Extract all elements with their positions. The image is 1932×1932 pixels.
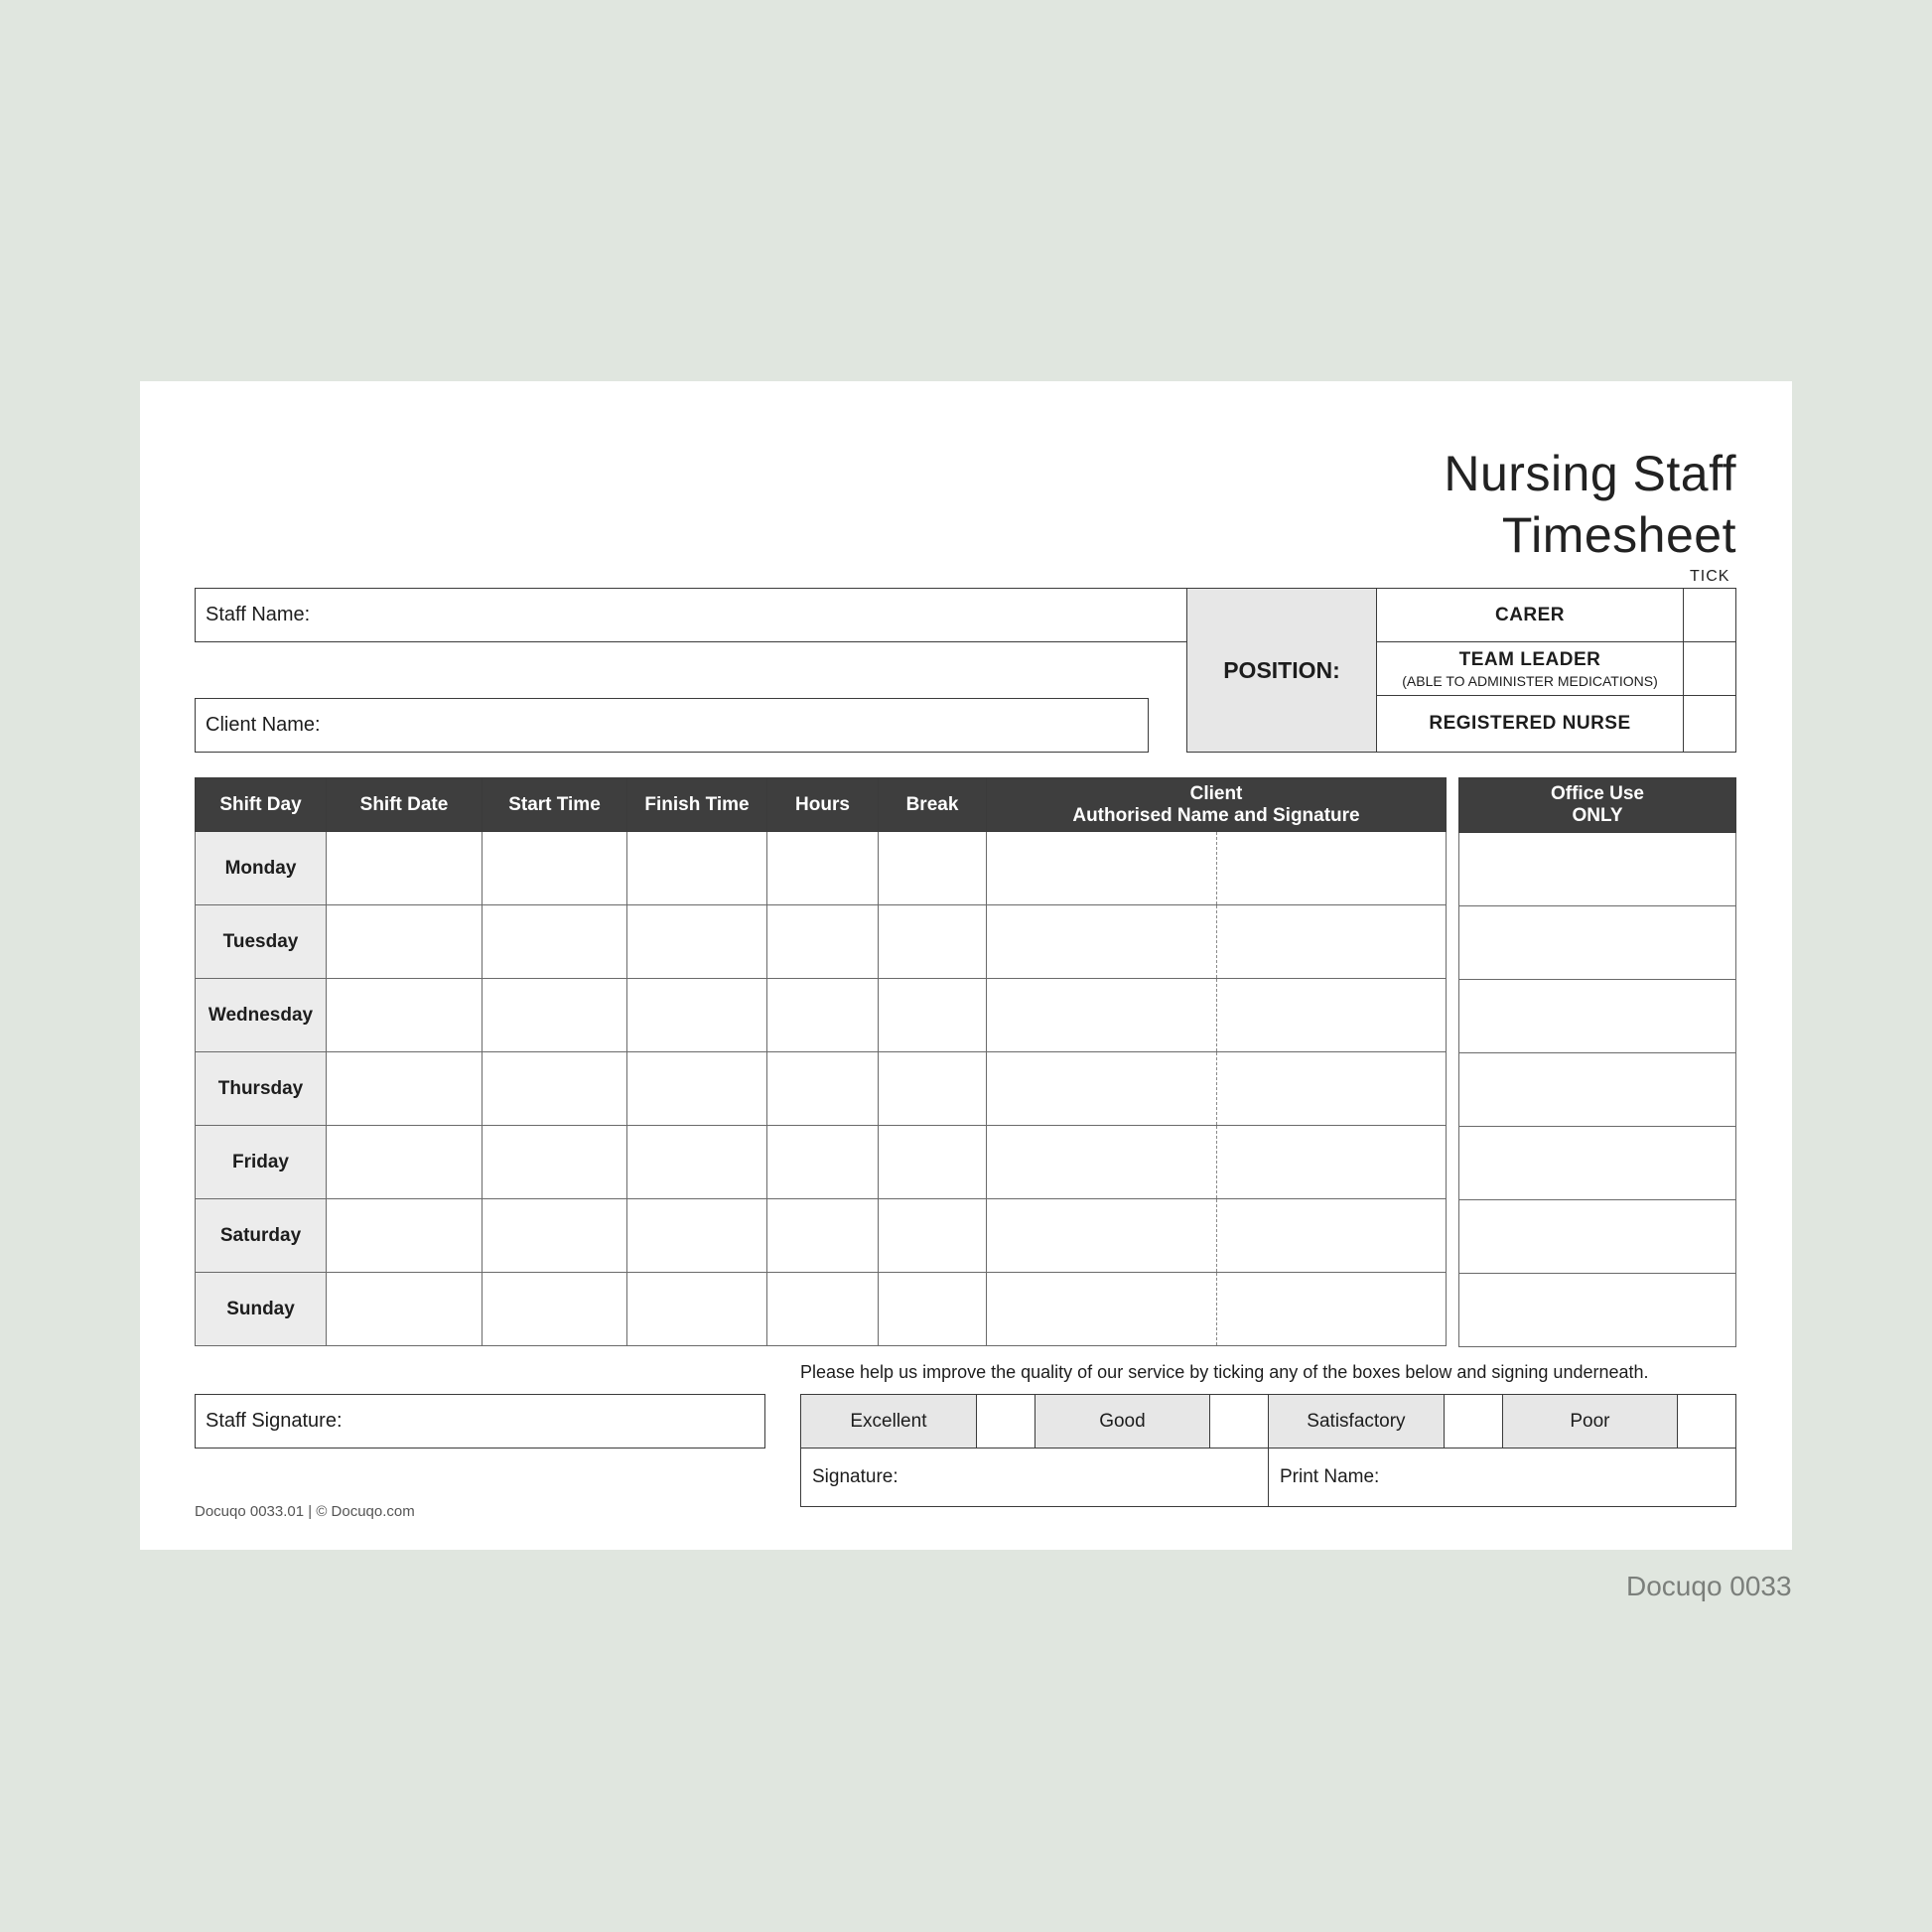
day-cell: Sunday xyxy=(196,1273,327,1346)
header-shift-day: Shift Day xyxy=(196,778,327,832)
tick-box-team-leader[interactable] xyxy=(1683,642,1735,696)
hours-cell[interactable] xyxy=(767,979,879,1052)
finish-time-cell[interactable] xyxy=(627,1273,767,1346)
finish-time-cell[interactable] xyxy=(627,905,767,979)
client-name-field[interactable] xyxy=(195,698,1149,753)
day-cell: Saturday xyxy=(196,1199,327,1273)
finish-time-cell[interactable] xyxy=(627,1052,767,1126)
start-time-cell[interactable] xyxy=(483,1126,627,1199)
position-label: POSITION: xyxy=(1187,589,1377,752)
shift-table xyxy=(195,777,1447,1346)
rating-excellent-tick-box[interactable] xyxy=(977,1395,1035,1448)
client-name-cell[interactable] xyxy=(987,1052,1217,1126)
office-use-header-line-1: Office Use xyxy=(1551,783,1644,804)
break-cell[interactable] xyxy=(879,1199,987,1273)
client-signature-label: Signature: xyxy=(812,1465,898,1487)
print-name-label: Print Name: xyxy=(1280,1465,1380,1487)
client-name-cell[interactable] xyxy=(987,1273,1217,1346)
client-signature-cell[interactable] xyxy=(1217,1126,1447,1199)
template-code: Docuqo 0033 xyxy=(1626,1571,1792,1601)
table-row-saturday xyxy=(196,1199,1447,1273)
client-signature-cell[interactable] xyxy=(1217,832,1447,905)
position-team-leader xyxy=(1377,642,1683,696)
hours-cell[interactable] xyxy=(767,905,879,979)
header-hours: Hours xyxy=(767,778,879,832)
shift-date-cell[interactable] xyxy=(327,1273,483,1346)
office-use-row xyxy=(1459,833,1736,906)
client-signature-cell[interactable] xyxy=(1217,1052,1447,1126)
day-cell: Thursday xyxy=(196,1052,327,1126)
shift-date-cell[interactable] xyxy=(327,1199,483,1273)
finish-time-cell[interactable] xyxy=(627,1199,767,1273)
start-time-cell[interactable] xyxy=(483,1273,627,1346)
break-cell[interactable] xyxy=(879,832,987,905)
staff-signature-label: Staff Signature: xyxy=(206,1410,343,1432)
position-team-leader-note: (ABLE TO ADMINISTER MEDICATIONS) xyxy=(1402,672,1658,689)
office-use-row xyxy=(1459,1200,1736,1274)
office-use-row xyxy=(1459,980,1736,1053)
start-time-cell[interactable] xyxy=(483,979,627,1052)
hours-cell[interactable] xyxy=(767,832,879,905)
rating-satisfactory-label: Satisfactory xyxy=(1269,1395,1445,1448)
hours-cell[interactable] xyxy=(767,1199,879,1273)
finish-time-cell[interactable] xyxy=(627,832,767,905)
office-use-header-line-2: ONLY xyxy=(1572,805,1623,826)
position-team-leader-label: TEAM LEADER xyxy=(1458,648,1601,670)
day-cell: Wednesday xyxy=(196,979,327,1052)
office-use-cell[interactable] xyxy=(1459,833,1736,906)
day-cell: Friday xyxy=(196,1126,327,1199)
table-row-tuesday xyxy=(196,905,1447,979)
start-time-cell[interactable] xyxy=(483,832,627,905)
break-cell[interactable] xyxy=(879,1273,987,1346)
table-row-sunday xyxy=(196,1273,1447,1346)
timesheet-sheet xyxy=(140,381,1792,1550)
title-line-1: Nursing Staff xyxy=(1444,446,1736,501)
office-use-table xyxy=(1458,777,1736,1347)
client-name-cell[interactable] xyxy=(987,832,1217,905)
client-signature-cell[interactable] xyxy=(1217,979,1447,1052)
rating-satisfactory-tick-box[interactable] xyxy=(1445,1395,1503,1448)
break-cell[interactable] xyxy=(879,979,987,1052)
office-use-header xyxy=(1459,778,1736,833)
position-block xyxy=(1186,588,1736,753)
client-signature-cell[interactable] xyxy=(1217,1199,1447,1273)
day-cell: Tuesday xyxy=(196,905,327,979)
client-signature-field[interactable] xyxy=(801,1448,1269,1506)
position-registered-nurse xyxy=(1377,696,1683,752)
header-finish-time: Finish Time xyxy=(627,778,767,832)
start-time-cell[interactable] xyxy=(483,1199,627,1273)
rating-excellent-label: Excellent xyxy=(801,1395,977,1448)
day-cell: Monday xyxy=(196,832,327,905)
staff-signature-field[interactable] xyxy=(195,1394,765,1449)
shift-date-cell[interactable] xyxy=(327,1052,483,1126)
rating-poor-label: Poor xyxy=(1503,1395,1679,1448)
tick-column-label: TICK xyxy=(1690,568,1730,585)
table-row-thursday xyxy=(196,1052,1447,1126)
client-name-cell[interactable] xyxy=(987,1126,1217,1199)
break-cell[interactable] xyxy=(879,1126,987,1199)
position-carer-label: CARER xyxy=(1494,604,1566,625)
document-footer-id: Docuqo 0033.01 | © Docuqo.com xyxy=(195,1503,415,1520)
client-feedback-signature-row xyxy=(800,1448,1736,1507)
office-use-cell[interactable] xyxy=(1459,1274,1736,1347)
staff-name-field[interactable] xyxy=(195,588,1187,642)
shift-table-header-row xyxy=(196,778,1447,832)
client-signature-cell[interactable] xyxy=(1217,1273,1447,1346)
document-title xyxy=(1444,443,1736,566)
client-name-cell[interactable] xyxy=(987,905,1217,979)
office-use-row xyxy=(1459,1274,1736,1347)
header-break: Break xyxy=(879,778,987,832)
office-use-row xyxy=(1459,1127,1736,1200)
header-start-time: Start Time xyxy=(483,778,627,832)
client-signature-cell[interactable] xyxy=(1217,905,1447,979)
print-name-field[interactable] xyxy=(1269,1448,1735,1506)
hours-cell[interactable] xyxy=(767,1273,879,1346)
table-row-wednesday xyxy=(196,979,1447,1052)
table-row-friday xyxy=(196,1126,1447,1199)
tick-box-carer[interactable] xyxy=(1683,589,1735,642)
finish-time-cell[interactable] xyxy=(627,1126,767,1199)
start-time-cell[interactable] xyxy=(483,905,627,979)
start-time-cell[interactable] xyxy=(483,1052,627,1126)
rating-good-label: Good xyxy=(1035,1395,1211,1448)
title-line-2: Timesheet xyxy=(1501,507,1736,563)
header-client-line-1: Client xyxy=(1189,782,1243,804)
office-use-cell[interactable] xyxy=(1459,1053,1736,1127)
office-use-cell[interactable] xyxy=(1459,906,1736,980)
client-name-cell[interactable] xyxy=(987,979,1217,1052)
office-use-row xyxy=(1459,1053,1736,1127)
office-use-cell[interactable] xyxy=(1459,980,1736,1053)
client-name-label: Client Name: xyxy=(206,714,321,736)
shift-date-cell[interactable] xyxy=(327,905,483,979)
rating-good-tick-box[interactable] xyxy=(1210,1395,1269,1448)
header-client-signature xyxy=(987,778,1447,832)
break-cell[interactable] xyxy=(879,1052,987,1126)
position-carer xyxy=(1377,589,1683,642)
staff-name-label: Staff Name: xyxy=(206,604,311,625)
office-use-row xyxy=(1459,906,1736,980)
rating-row xyxy=(800,1394,1736,1449)
office-use-cell[interactable] xyxy=(1459,1127,1736,1200)
rating-poor-tick-box[interactable] xyxy=(1678,1395,1735,1448)
table-row-monday xyxy=(196,832,1447,905)
header-client-line-2: Authorised Name and Signature xyxy=(1072,804,1360,826)
feedback-note: Please help us improve the quality of our service by ticking any of the boxes below and signing underneath. xyxy=(800,1362,1649,1382)
break-cell[interactable] xyxy=(879,905,987,979)
hours-cell[interactable] xyxy=(767,1052,879,1126)
shift-date-cell[interactable] xyxy=(327,979,483,1052)
office-use-cell[interactable] xyxy=(1459,1200,1736,1274)
tick-box-registered-nurse[interactable] xyxy=(1683,696,1735,752)
office-use-header-row xyxy=(1459,778,1736,833)
position-registered-nurse-label: REGISTERED NURSE xyxy=(1429,713,1631,734)
header-shift-date: Shift Date xyxy=(327,778,483,832)
shift-date-cell[interactable] xyxy=(327,1126,483,1199)
hours-cell[interactable] xyxy=(767,1126,879,1199)
client-name-cell[interactable] xyxy=(987,1199,1217,1273)
shift-date-cell[interactable] xyxy=(327,832,483,905)
finish-time-cell[interactable] xyxy=(627,979,767,1052)
